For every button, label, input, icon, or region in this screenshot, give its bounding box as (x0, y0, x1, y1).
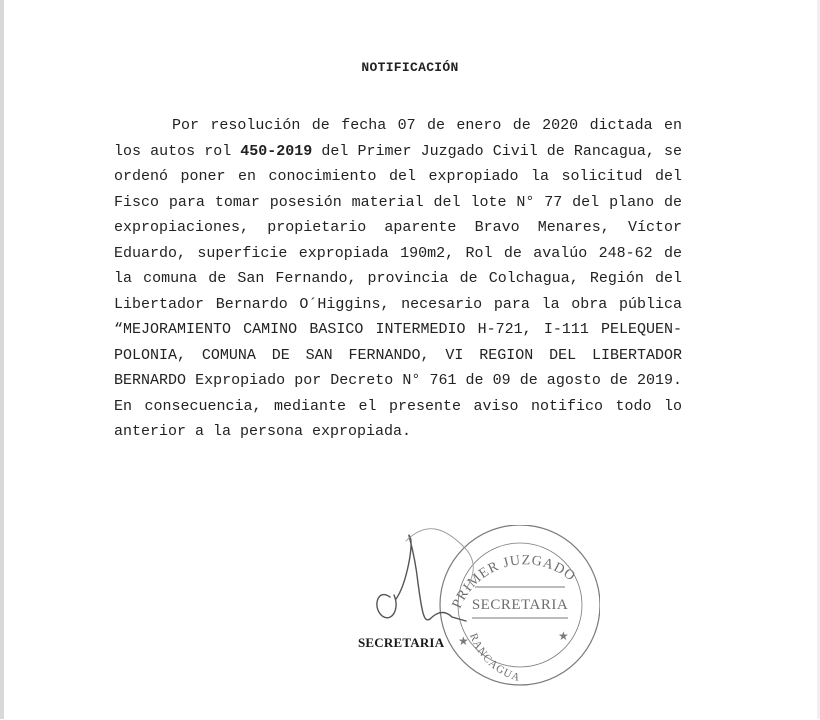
seal-top-text: PRIMER JUZGADO (449, 553, 579, 611)
notification-body (114, 113, 682, 445)
seal-center-text: SECRETARIA (471, 597, 569, 613)
page-left-edge (0, 0, 4, 719)
signature-label: SECRETARIA (358, 635, 445, 650)
body-text-part-2: del Primer Juzgado Civil de Rancagua, se ordenó poner en conocimiento del expropiado la solicitud del Fisco para tomar posesión material del lote N° 77 del plano de expropiaciones, propietario aparente Bravo Menares, Víctor Eduardo, superficie expropiada 190m2, Rol de avalúo 248-62 de la comuna de San Fernando, provincia de Colchagua, Región del Libertador Bernardo O´Higgins, necesario para la obra pública “MEJORAMIENTO CAMINO BASICO INTERMEDIO H-721, I-111 PELEQUEN-POLONIA, COMUNA DE SAN FERNANDO, VI REGION DEL LIBERTADOR BERNARDO Expropiado por Decreto N° 761 de 09 de agosto de 2019. En consecuencia, mediante el presente aviso notifico todo lo anterior a la persona expropiada. (114, 142, 682, 440)
seal-bottom-text: RANCAGUA (467, 631, 523, 685)
case-rol-number: 450-2019 (240, 142, 313, 160)
handwritten-signature (377, 535, 466, 621)
document-title: NOTIFICACIÓN (361, 60, 459, 75)
seal-star-right: ★ (558, 629, 569, 643)
body-text-part-1: Por resolución de fecha 07 de enero de 2020 dictada en los autos rol (114, 117, 682, 160)
signature-stamp-area (370, 525, 600, 715)
court-seal-stamp (370, 525, 600, 715)
seal-star-left: ★ (458, 634, 469, 648)
